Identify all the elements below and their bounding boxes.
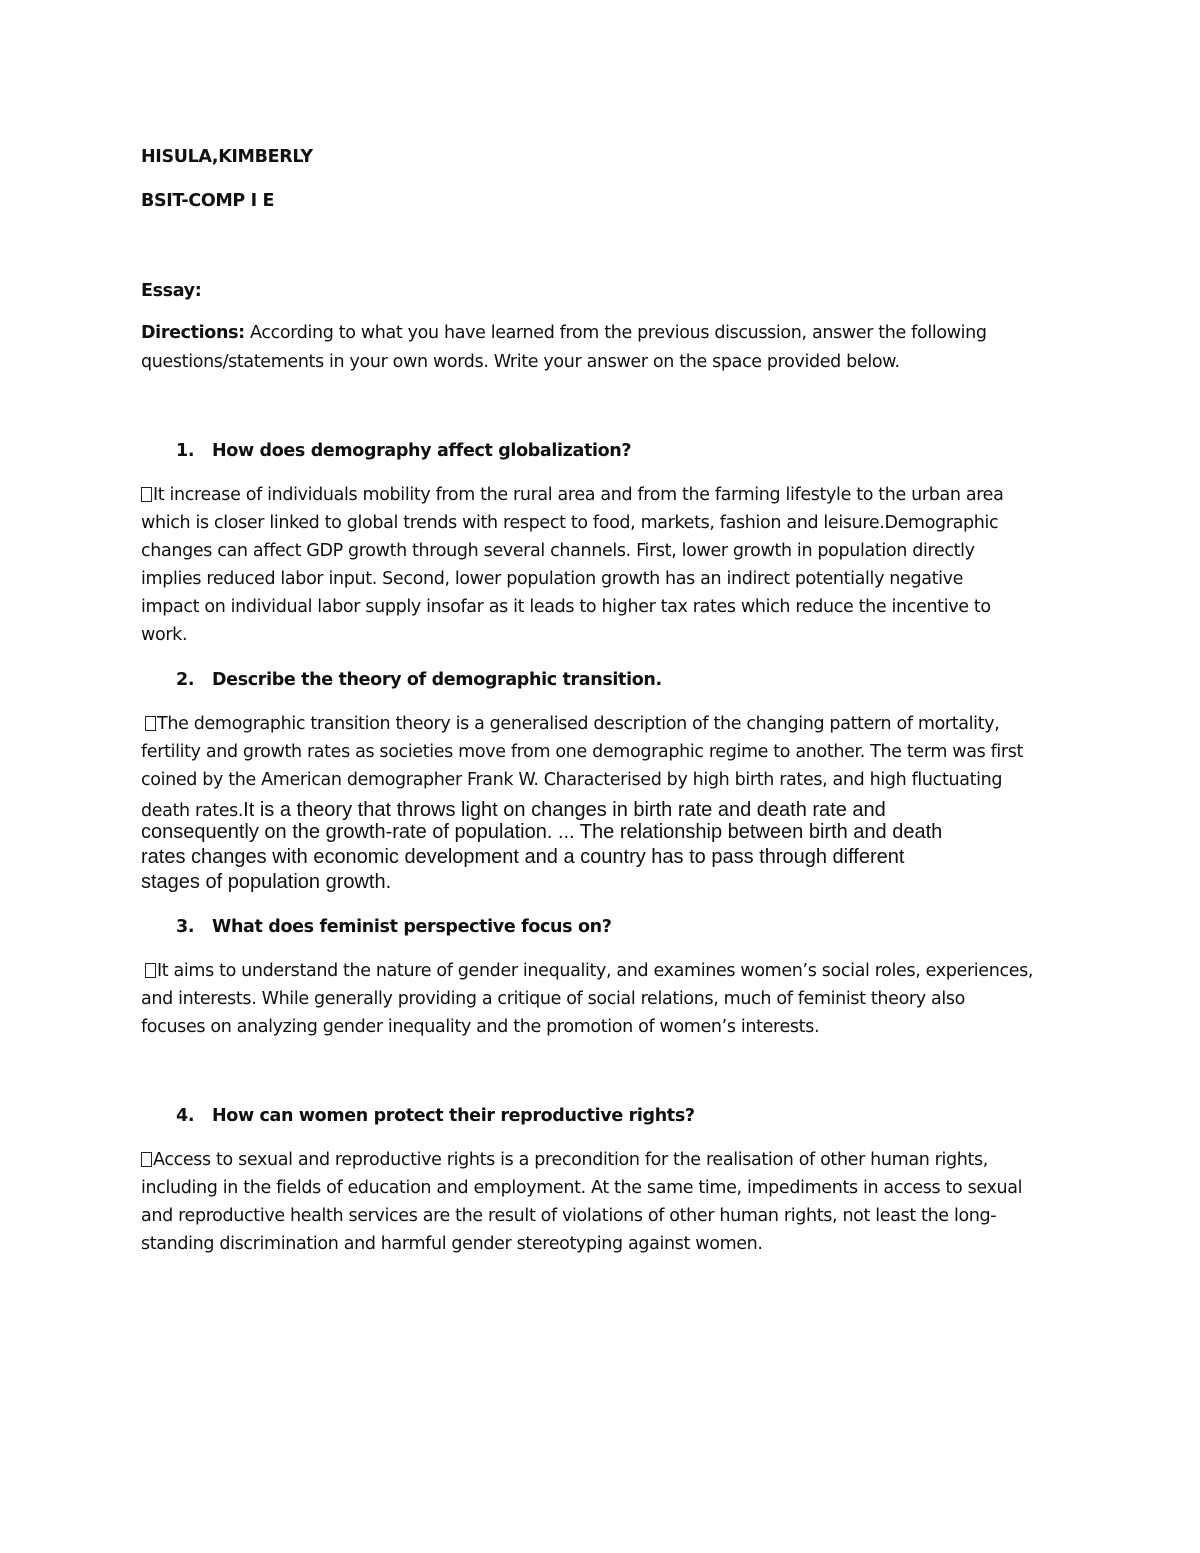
answer-3-line-2: and interests. While generally providing a critique of social relations, much of feminist theory also [141,989,965,1009]
answer-2-line-6: rates changes with economic development and a country has to pass through different [141,846,905,868]
missing-glyph-icon [141,1152,152,1167]
question-3-text: What does feminist perspective focus on? [212,917,612,937]
missing-glyph-icon [141,487,152,502]
question-4-text: How can women protect their reproductive rights? [212,1106,695,1126]
student-name: HISULA,KIMBERLY [141,147,313,167]
answer-2-line-1: The demographic transition theory is a generalised description of the changing pattern of mortality, [141,710,999,738]
answer-1-line-1: It increase of individuals mobility from the rural area and from the farming lifestyle to the urban area [141,481,1003,509]
question-2-number: 2. [176,670,195,690]
directions-text-1: According to what you have learned from the previous discussion, answer the following [244,323,987,343]
answer-2-line-2: fertility and growth rates as societies move from one demographic regime to another. The term was first [141,742,1024,762]
missing-glyph-icon [145,716,156,731]
directions-label: Directions: [141,323,245,343]
question-1-text: How does demography affect globalization? [212,441,632,461]
answer-4-line-2: including in the fields of education and employment. At the same time, impediments in access to sexual [141,1178,1023,1198]
question-2-text: Describe the theory of demographic transition. [212,670,662,690]
essay-label: Essay: [141,281,202,301]
answer-1-line-3: changes can affect GDP growth through several channels. First, lower growth in population directly [141,541,975,561]
answer-3-line-3: focuses on analyzing gender inequality and the promotion of women’s interests. [141,1017,820,1037]
question-1-number: 1. [176,441,195,461]
answer-2-line-7: stages of population growth. [141,871,392,893]
answer-1-line-5: impact on individual labor supply insofar as it leads to higher tax rates which reduce the incentive to [141,597,991,617]
answer-3-line-1: It aims to understand the nature of gender inequality, and examines women’s social roles, experiences, [141,957,1033,985]
question-3-number: 3. [176,917,195,937]
student-section: BSIT-COMP I E [141,191,275,211]
question-4-number: 4. [176,1106,195,1126]
directions-line-2: questions/statements in your own words. Write your answer on the space provided below. [141,352,900,372]
answer-2-line-3: coined by the American demographer Frank W. Characterised by high birth rates, and high fluctuating [141,770,1003,790]
answer-1-line-6: work. [141,625,188,645]
answer-4-line-4: standing discrimination and harmful gender stereotyping against women. [141,1234,763,1254]
answer-2-line-5: consequently on the growth-rate of population. ... The relationship between birth and death [141,821,943,843]
missing-glyph-icon [145,963,156,978]
answer-4-line-1: Access to sexual and reproductive rights is a precondition for the realisation of other human rights, [141,1146,988,1174]
answer-2-line-4: death rates.It is a theory that throws light on changes in birth rate and death rate and [141,799,886,821]
answer-4-line-3: and reproductive health services are the result of violations of other human rights, not least the long- [141,1206,997,1226]
answer-1-line-2: which is closer linked to global trends with respect to food, markets, fashion and leisure.Demographic [141,513,999,533]
answer-1-line-4: implies reduced labor input. Second, lower population growth has an indirect potentially negative [141,569,964,589]
directions-line-1 [141,322,987,344]
